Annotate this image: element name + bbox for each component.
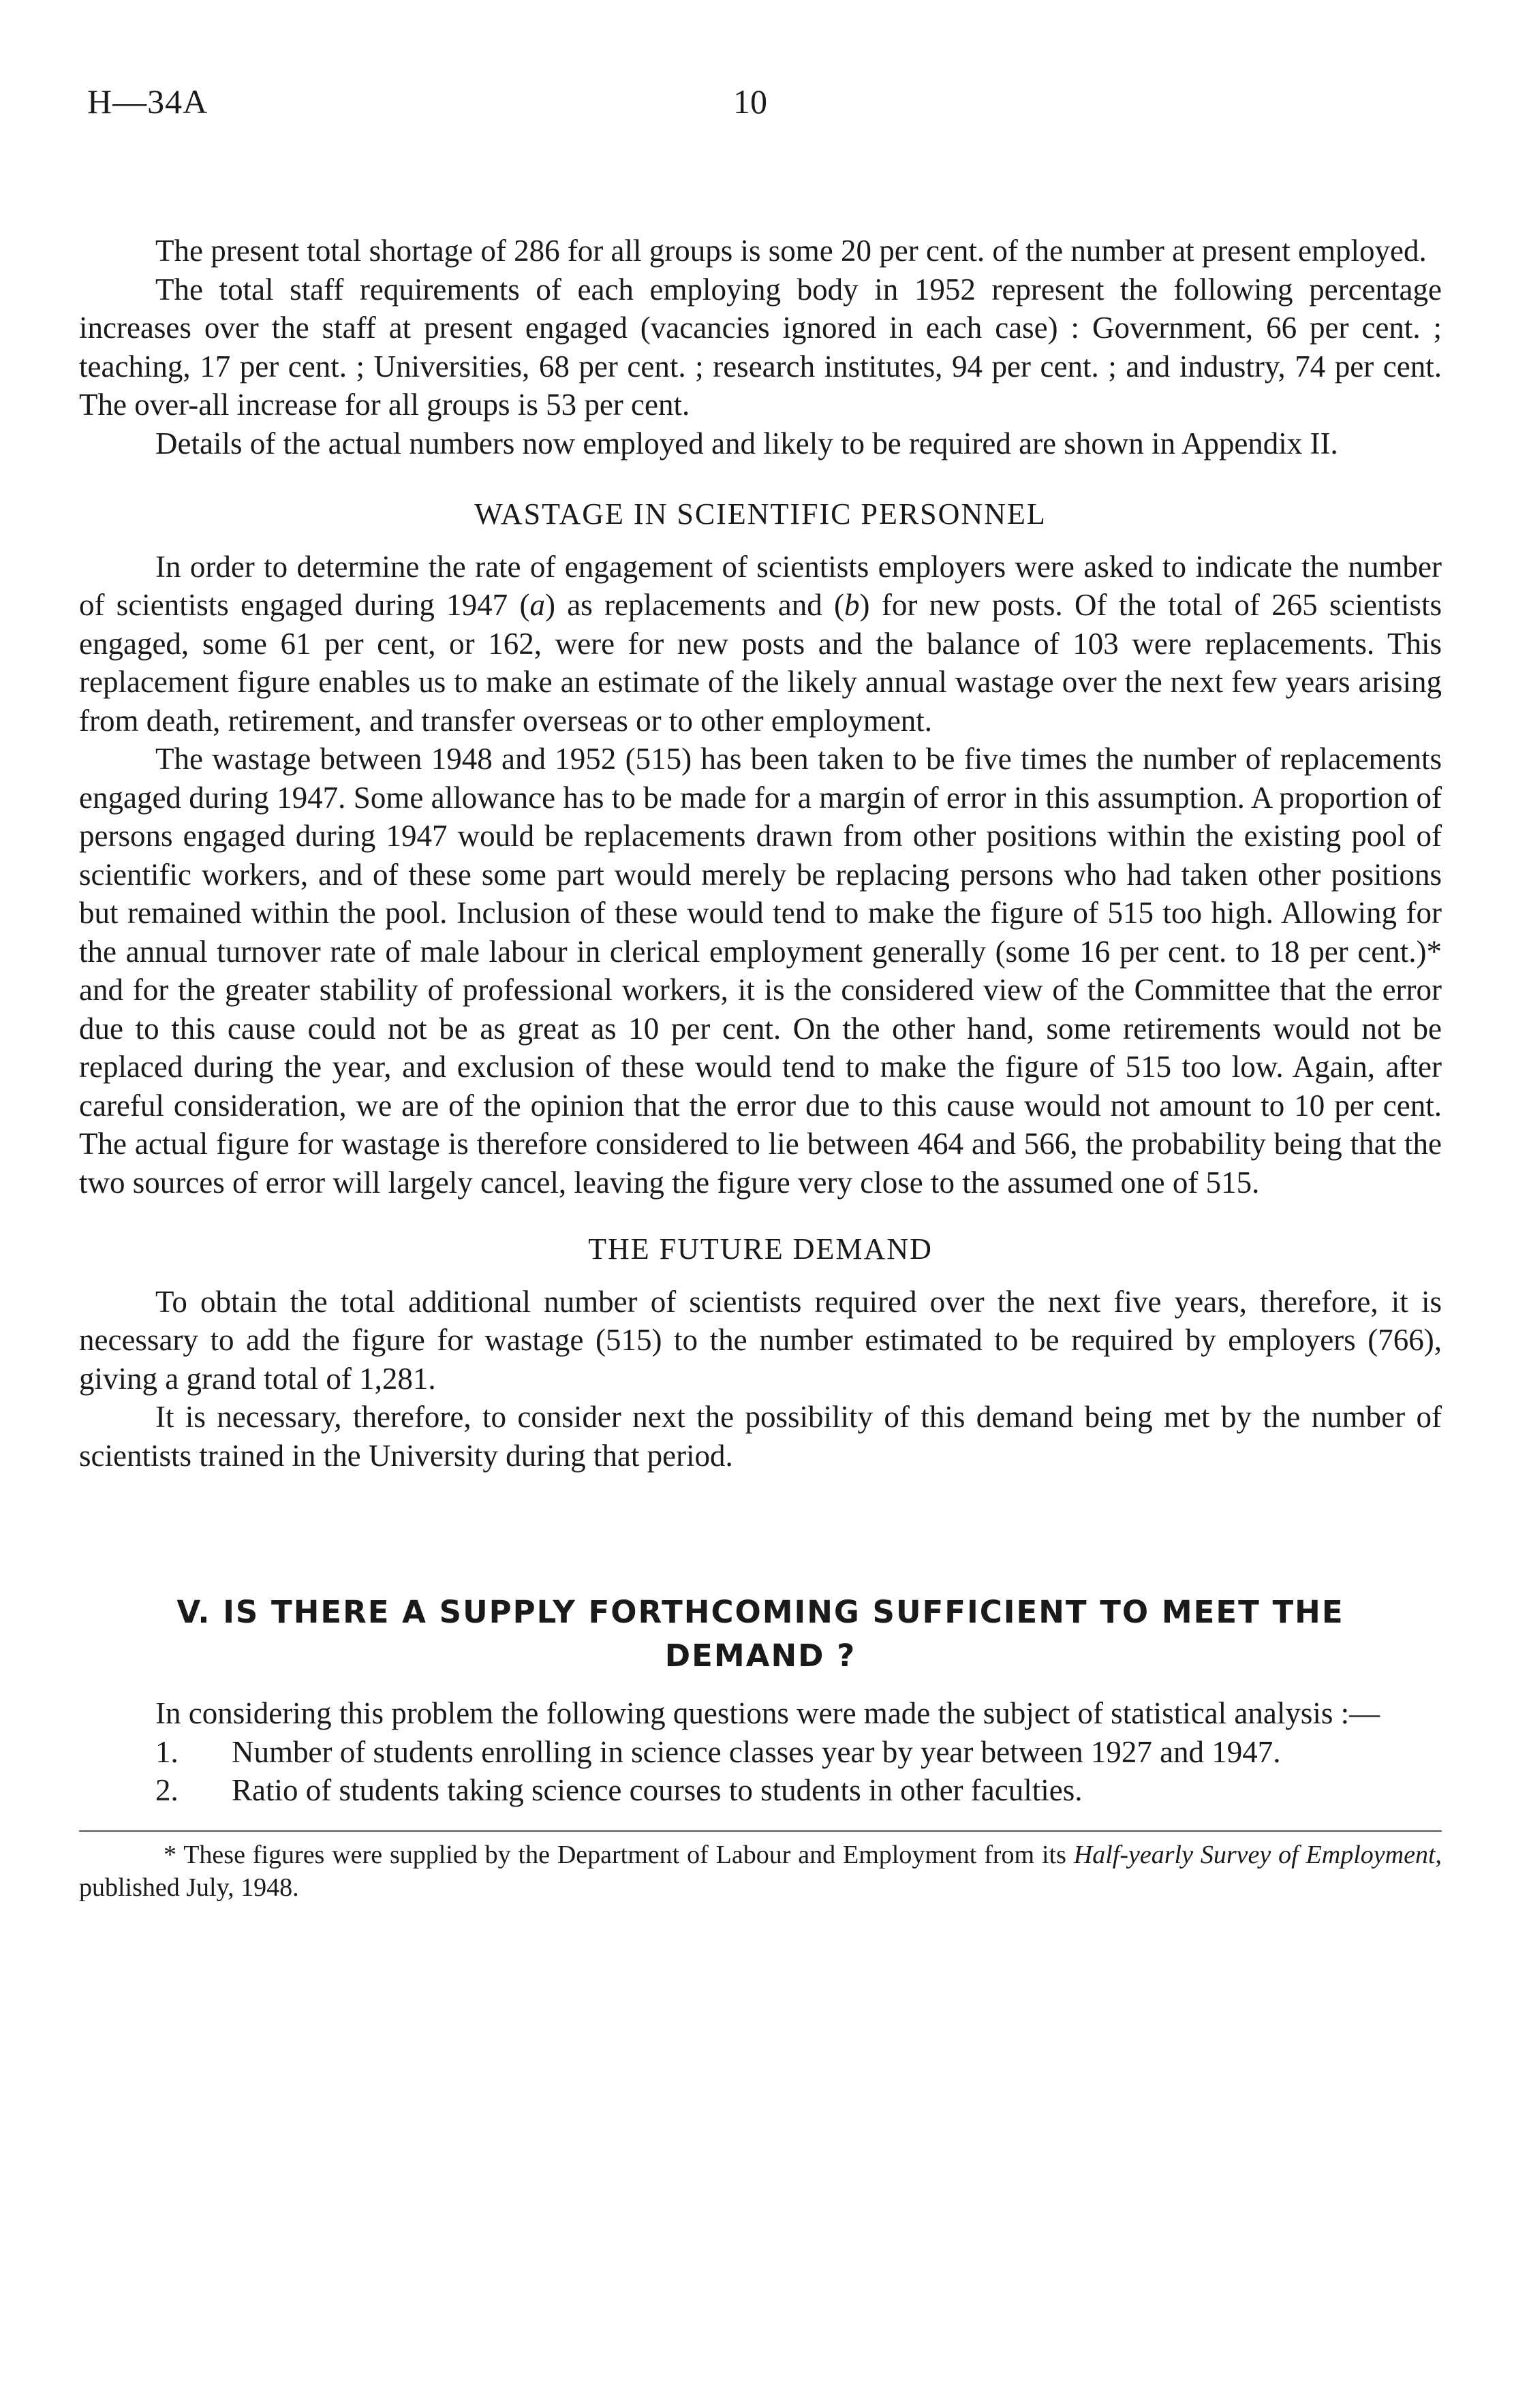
list-item-text: Ratio of students taking science courses to students in other faculties. <box>232 1773 1083 1807</box>
supply-paragraph-1: In considering this problem the following questions were made the subject of statistical analysis :— <box>155 1696 1380 1730</box>
body-text <box>79 232 1442 1904</box>
intro-paragraph-3: Details of the actual numbers now employed and likely to be required are shown in Appendix II. <box>155 426 1338 460</box>
future-paragraph-2: It is necessary, therefore, to consider next the possibility of this demand being met by the number of scientists trained in the University during that period. <box>79 1400 1442 1473</box>
wastage-paragraph-2: The wastage between 1948 and 1952 (515) has been taken to be five times the number of replacements engaged during 1947. Some allowance has to be made for a margin of error in this assumption. A proportion of persons engaged during 1947 would be replacements drawn from other positions within the existing pool of scientific workers, and of these some part would merely be replacing persons who had taken other positions but remained within the pool. Inclusion of these would tend to make the figure of 515 too high. Allowing for the annual turnover rate of male labour in clerical employment generally (some 16 per cent. to 18 per cent.)* and for the greater stability of professional workers, it is the considered view of the Committee that the error due to this cause could not be as great as 10 per cent. On the other hand, some retirements would not be replaced during the year, and exclusion of these would tend to make the figure of 515 too low. Again, after careful consideration, we are of the opinion that the error due to this cause would not amount to 10 per cent. The actual figure for wastage is therefore considered to lie between 464 and 566, the probability being that the two sources of error will largely cancel, leaving the figure very close to the assumed one of 515. <box>79 742 1442 1200</box>
footnote <box>79 1839 1442 1904</box>
wastage-heading: WASTAGE IN SCIENTIFIC PERSONNEL <box>474 497 1047 531</box>
wastage-text-a: In order to determine the rate of engagement of scientists employers were asked to indicate the number of scientists engaged during 1947 ( <box>79 549 1442 622</box>
footnote-text-before: * These figures were supplied by the Department of Labour and Employment from its <box>164 1840 1074 1869</box>
wastage-letter-a: a <box>529 588 545 622</box>
list-item <box>79 1733 1442 1772</box>
list-item-number: 2. <box>155 1773 179 1807</box>
supply-chapter-heading: V. IS THERE A SUPPLY FORTHCOMING SUFFICIENT TO MEET THE DEMAND ? <box>176 1594 1344 1674</box>
document-page <box>79 82 1442 1930</box>
list-item-text: Number of students enrolling in science classes year by year between 1927 and 1947. <box>232 1734 1281 1769</box>
footnote-text-after: , published July, 1948. <box>79 1840 1442 1902</box>
page-number: 10 <box>733 82 767 121</box>
running-head <box>79 82 1442 136</box>
wastage-paragraph-1 <box>79 548 1442 740</box>
footnote-divider <box>79 1830 1442 1832</box>
list-item-number: 1. <box>155 1734 179 1769</box>
future-demand-heading: THE FUTURE DEMAND <box>588 1232 933 1266</box>
intro-paragraph-1: The present total shortage of 286 for all groups is some 20 per cent. of the number at present employed. <box>155 234 1427 268</box>
wastage-letter-b: b <box>844 588 860 622</box>
analysis-question-list <box>79 1733 1442 1810</box>
future-paragraph-1: To obtain the total additional number of scientists required over the next five years, therefore, it is necessary to add the figure for wastage (515) to the number estimated to be required by employers (766), giving a grand total of 1,281. <box>79 1284 1442 1396</box>
intro-paragraph-2: The total staff requirements of each employing body in 1952 represent the following percentage increases over the staff at present engaged (vacancies ignored in each case) : Government, 66 per cent. ; teaching, 17 per cent. ; Universities, 68 per cent. ; research institutes, 94 per cent. ; and industry, 74 per cent. The over-all increase for all groups is 53 per cent. <box>79 272 1442 422</box>
footnote-italic-title: Half-yearly Survey of Employment <box>1073 1840 1436 1869</box>
wastage-text-c: ) for new posts. Of the total of 265 scientists engaged, some 61 per cent, or 162, were for new posts and the balance of 103 were replacements. This replacement figure enables us to make an estimate of the likely annual wastage over the next few years arising from death, retirement, and transfer overseas or to other employment. <box>79 588 1442 738</box>
list-item <box>79 1771 1442 1810</box>
wastage-text-b: ) as replacements and ( <box>544 588 845 622</box>
document-id: H—34A <box>87 82 208 121</box>
